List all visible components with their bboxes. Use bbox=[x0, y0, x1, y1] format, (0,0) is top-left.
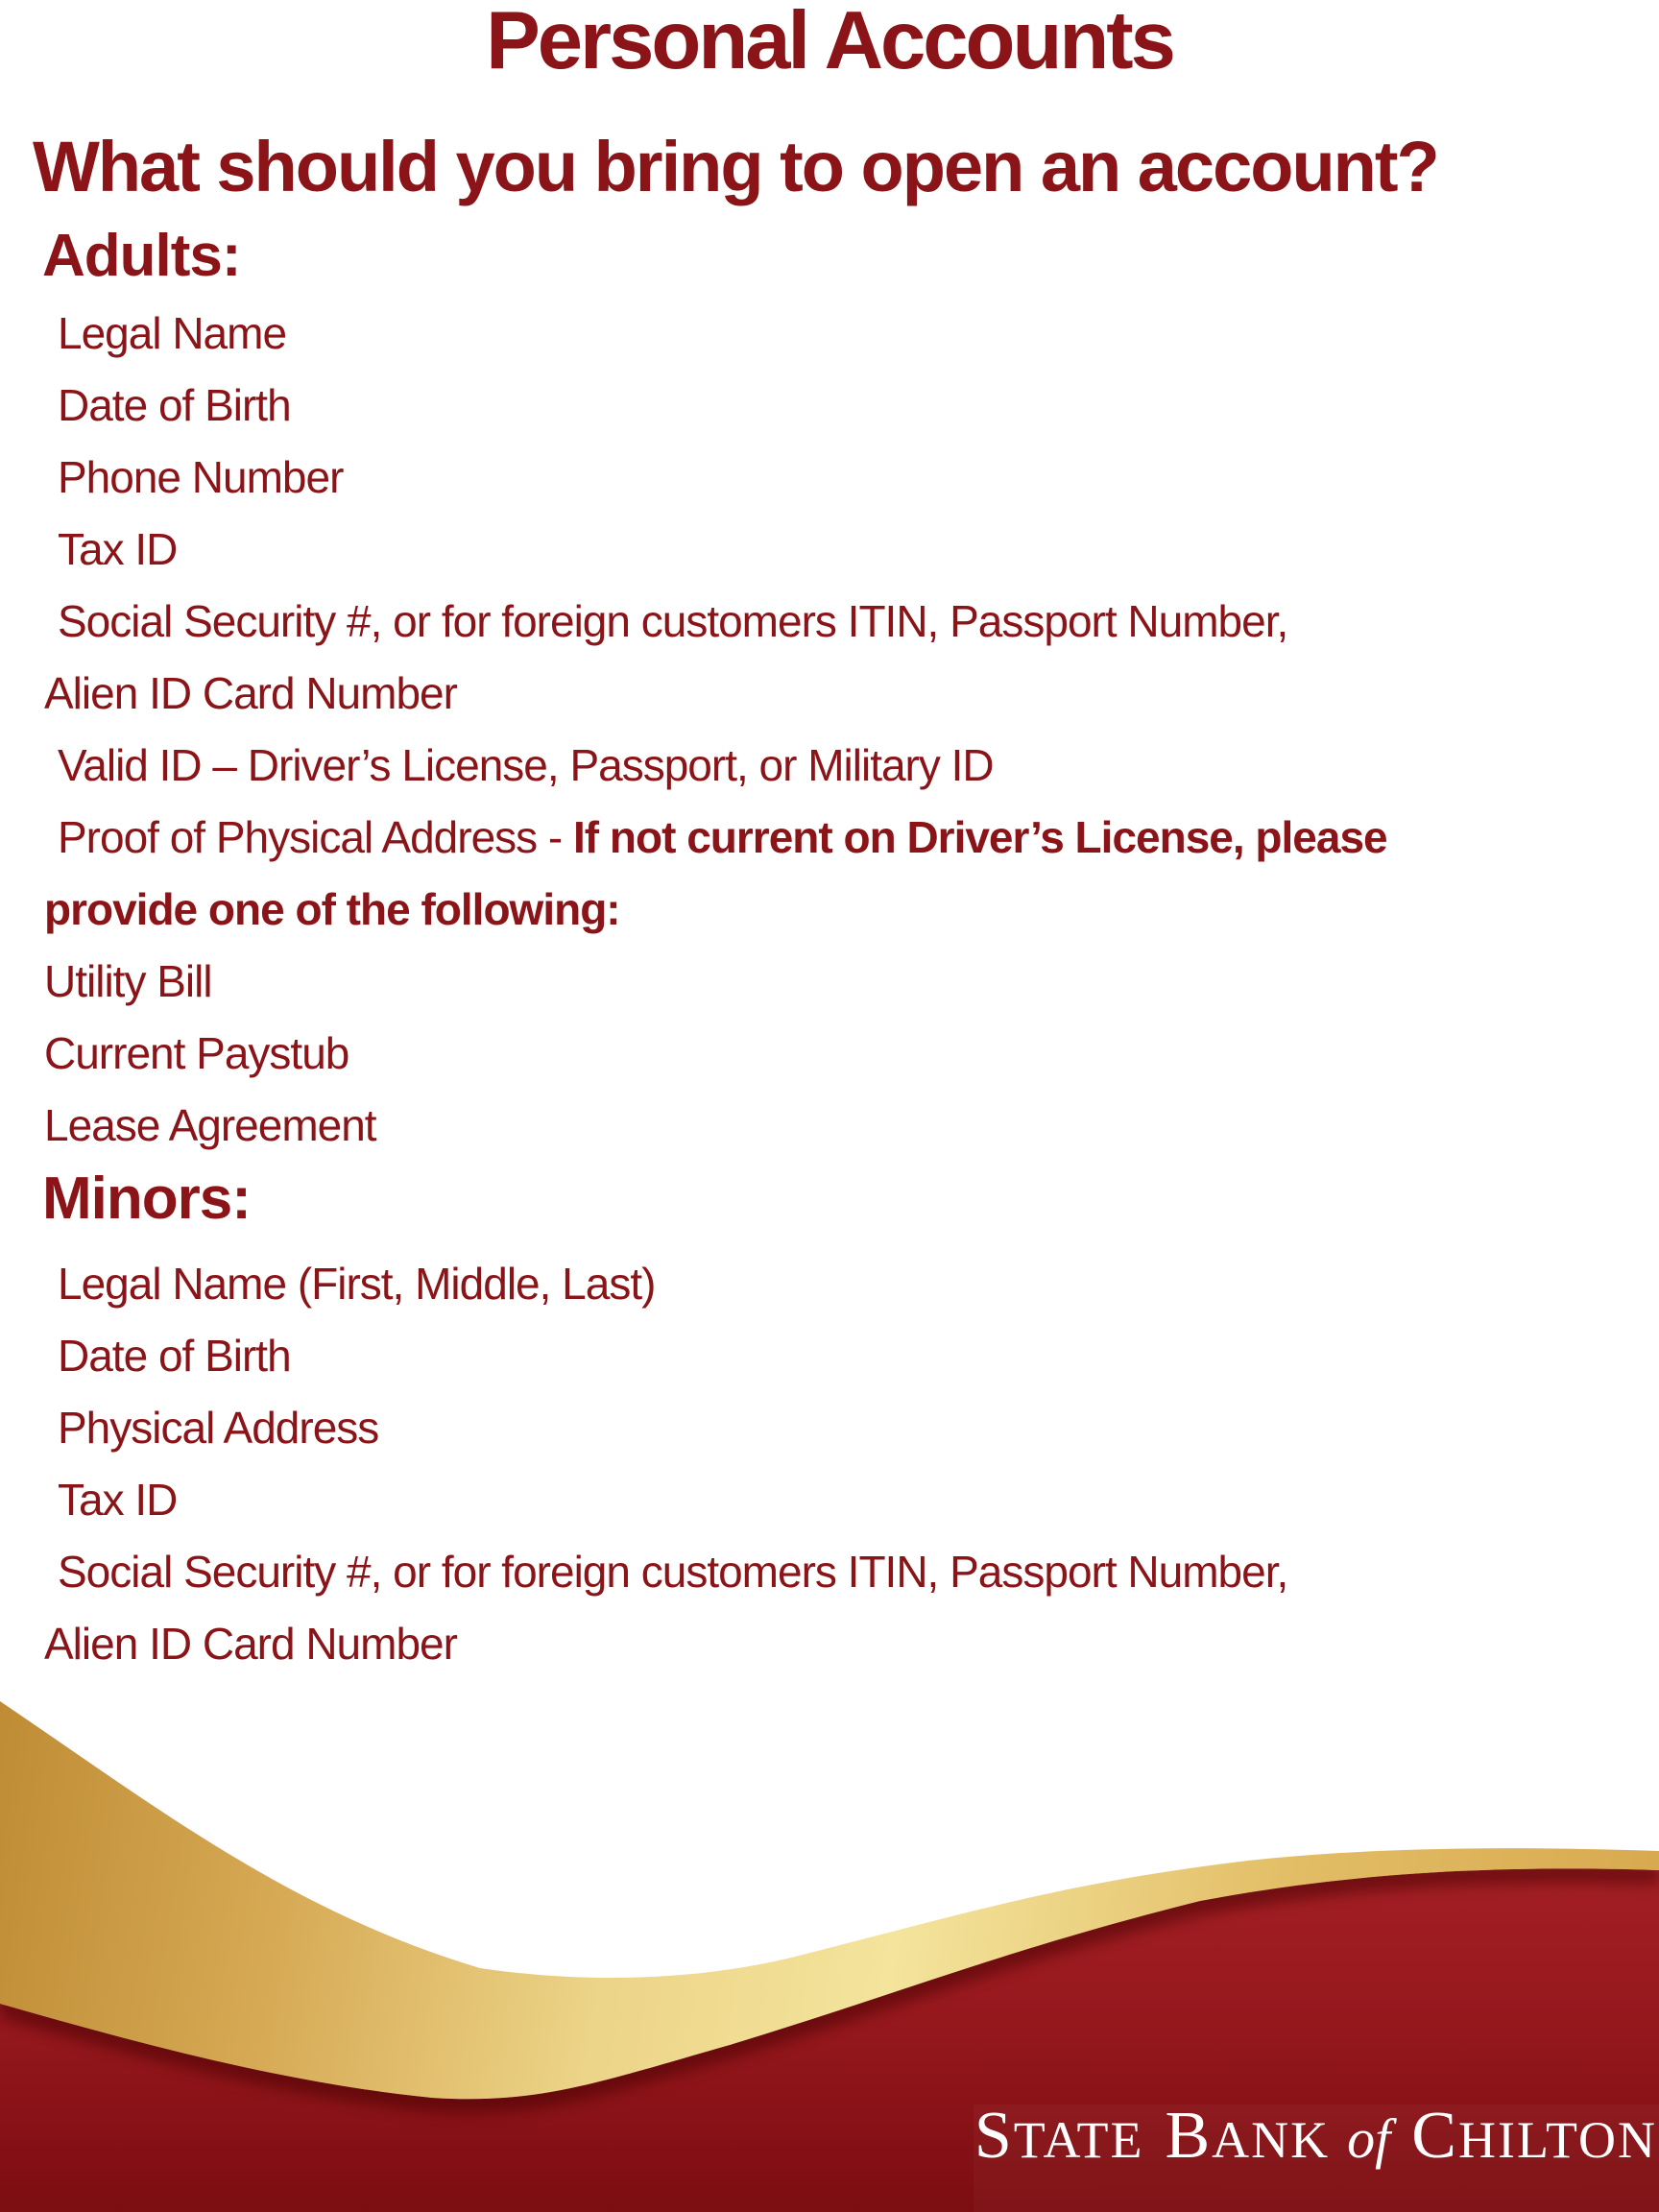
list-item bbox=[0, 802, 1659, 874]
item-text: Current Paystub bbox=[44, 1028, 349, 1078]
list-item bbox=[0, 1018, 1659, 1090]
minors-list bbox=[0, 1248, 1659, 1680]
item-text: Valid ID – Driver’s License, Passport, or Military ID bbox=[58, 740, 994, 790]
list-item bbox=[0, 1536, 1659, 1608]
logo-word-chilton-initial: C bbox=[1411, 2099, 1458, 2173]
list-item bbox=[0, 442, 1659, 514]
bank-logo bbox=[974, 2099, 1657, 2189]
list-item bbox=[0, 1464, 1659, 1536]
item-text: Physical Address bbox=[58, 1403, 379, 1453]
list-item bbox=[0, 730, 1659, 802]
list-item bbox=[0, 1248, 1659, 1320]
item-text: Legal Name (First, Middle, Last) bbox=[58, 1259, 656, 1309]
section-heading-minors: Minors: bbox=[42, 1166, 251, 1232]
item-text: Lease Agreement bbox=[44, 1100, 376, 1150]
page-subtitle: What should you bring to open an account? bbox=[33, 127, 1438, 206]
item-bold-text: If not current on Driver’s License, please bbox=[573, 812, 1387, 862]
list-item bbox=[0, 586, 1659, 658]
list-item bbox=[0, 658, 1659, 730]
logo-word-state-initial: S bbox=[974, 2099, 1014, 2173]
list-item bbox=[0, 946, 1659, 1018]
logo-connector-of: of bbox=[1347, 2107, 1391, 2170]
item-text: Date of Birth bbox=[58, 1331, 291, 1381]
item-text: Alien ID Card Number bbox=[44, 668, 457, 718]
list-item bbox=[0, 514, 1659, 586]
item-text: Date of Birth bbox=[58, 380, 291, 430]
list-item bbox=[0, 1320, 1659, 1392]
adults-list bbox=[0, 298, 1659, 1162]
logo-word-chilton-rest: HILTON bbox=[1457, 2111, 1657, 2169]
logo-word-bank-rest: ANK bbox=[1212, 2111, 1331, 2169]
item-text: Legal Name bbox=[58, 308, 287, 358]
list-item bbox=[0, 1392, 1659, 1464]
list-item bbox=[0, 370, 1659, 442]
list-item bbox=[0, 874, 1659, 946]
page-title: Personal Accounts bbox=[486, 0, 1173, 86]
list-item bbox=[0, 1090, 1659, 1162]
item-text: Tax ID bbox=[58, 1475, 178, 1525]
item-text: Proof of Physical Address - bbox=[58, 812, 574, 862]
item-text: Utility Bill bbox=[44, 956, 212, 1006]
list-item bbox=[0, 298, 1659, 370]
item-text: Phone Number bbox=[58, 452, 344, 502]
item-text: Social Security #, or for foreign customers ITIN, Passport Number, bbox=[58, 596, 1288, 646]
item-bold-text: provide one of the following: bbox=[44, 884, 620, 934]
section-heading-adults: Adults: bbox=[42, 223, 241, 289]
item-text: Alien ID Card Number bbox=[44, 1619, 457, 1669]
item-text: Social Security #, or for foreign customers ITIN, Passport Number, bbox=[58, 1547, 1288, 1597]
logo-word-bank-initial: B bbox=[1165, 2099, 1213, 2173]
logo-word-state-rest: TATE bbox=[1013, 2111, 1144, 2169]
item-text: Tax ID bbox=[58, 524, 178, 574]
